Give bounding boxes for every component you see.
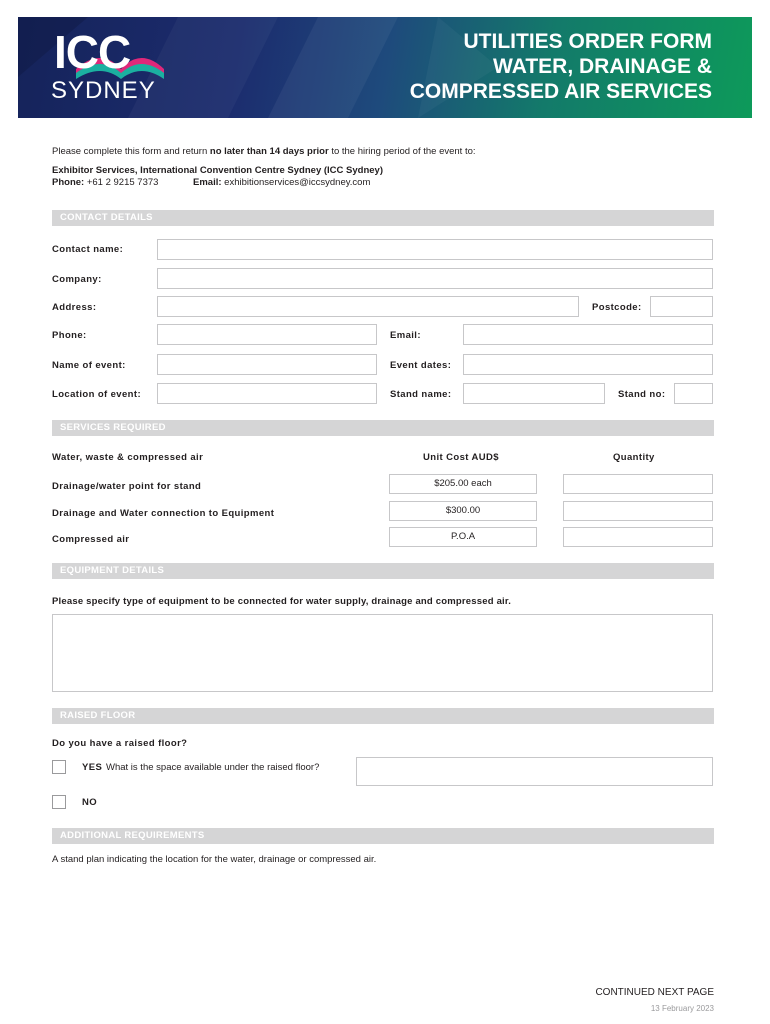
email-field-label: Email: [390,330,421,341]
event-location-input[interactable] [157,383,377,404]
service-row-1-name: Drainage/water point for stand [52,481,202,492]
email-value[interactable]: exhibitionservices@iccsydney.com [221,177,371,188]
section-additional-requirements: ADDITIONAL REQUIREMENTS [52,828,714,844]
logo-icc: ICC [54,26,131,78]
company-input[interactable] [157,268,713,289]
intro-part1: Please complete this form and return [52,146,210,157]
raised-floor-space-question: What is the space available under the raised floor? [106,762,320,773]
event-location-label: Location of event: [52,389,142,400]
service-row-2-cost: $300.00 [389,501,537,521]
event-dates-label: Event dates: [390,360,452,371]
section-contact-details: CONTACT DETAILS [52,210,714,226]
raised-floor-no-checkbox[interactable] [52,795,66,809]
phone-label: Phone: [52,177,85,188]
stand-no-label: Stand no: [618,389,666,400]
contact-name-input[interactable] [157,239,713,260]
services-col-item: Water, waste & compressed air [52,452,204,463]
phone-field-label: Phone: [52,330,87,341]
email-label: Email: [193,177,222,188]
intro-organisation: Exhibitor Services, International Convention Centre Sydney (ICC Sydney) [52,165,383,176]
stand-name-input[interactable] [463,383,605,404]
header-banner [18,17,752,118]
raised-floor-yes-label: YES [82,762,103,773]
intro-email [193,177,370,189]
form-title-line1: UTILITIES ORDER FORM [463,30,712,53]
event-dates-input[interactable] [463,354,713,375]
email-input[interactable] [463,324,713,345]
raised-floor-space-input[interactable] [356,757,713,786]
address-label: Address: [52,302,97,313]
intro-phone [52,177,158,189]
intro-part2: to the hiring period of the event to: [328,146,476,157]
footer-date: 13 February 2023 [650,1004,714,1013]
service-row-3-name: Compressed air [52,534,130,545]
form-title-line3: COMPRESSED AIR SERVICES [409,80,712,103]
raised-floor-no-label: NO [82,797,98,808]
stand-name-label: Stand name: [390,389,452,400]
phone-value: +61 2 9215 7373 [84,177,159,188]
raised-floor-question: Do you have a raised floor? [52,738,188,749]
event-name-input[interactable] [157,354,377,375]
continued-next-page: CONTINUED NEXT PAGE [595,987,714,998]
intro-deadline: no later than 14 days prior [209,146,329,157]
raised-floor-yes-checkbox[interactable] [52,760,66,774]
form-title-line2: WATER, DRAINAGE & [493,55,712,78]
postcode-input[interactable] [650,296,713,317]
section-raised-floor: RAISED FLOOR [52,708,714,724]
services-col-quantity: Quantity [613,452,655,463]
service-row-3-quantity-input[interactable] [563,527,713,547]
service-row-2-name: Drainage and Water connection to Equipment [52,508,275,519]
service-row-2-quantity-input[interactable] [563,501,713,521]
stand-no-input[interactable] [674,383,713,404]
services-col-cost: Unit Cost AUD$ [423,452,499,463]
intro-text [52,146,476,158]
service-row-1-cost: $205.00 each [389,474,537,494]
postcode-label: Postcode: [592,302,642,313]
event-name-label: Name of event: [52,360,126,371]
logo-sydney: SYDNEY [51,77,156,104]
company-label: Company: [52,274,102,285]
phone-input[interactable] [157,324,377,345]
equipment-instruction: Please specify type of equipment to be connected for water supply, drainage and compressed air. [52,596,512,607]
section-equipment-details: EQUIPMENT DETAILS [52,563,714,579]
contact-name-label: Contact name: [52,244,124,255]
additional-requirements-text: A stand plan indicating the location for the water, drainage or compressed air. [52,854,377,865]
equipment-details-textarea[interactable] [52,614,713,692]
service-row-1-quantity-input[interactable] [563,474,713,494]
address-input[interactable] [157,296,579,317]
service-row-3-cost: P.O.A [389,527,537,547]
section-services-required: SERVICES REQUIRED [52,420,714,436]
